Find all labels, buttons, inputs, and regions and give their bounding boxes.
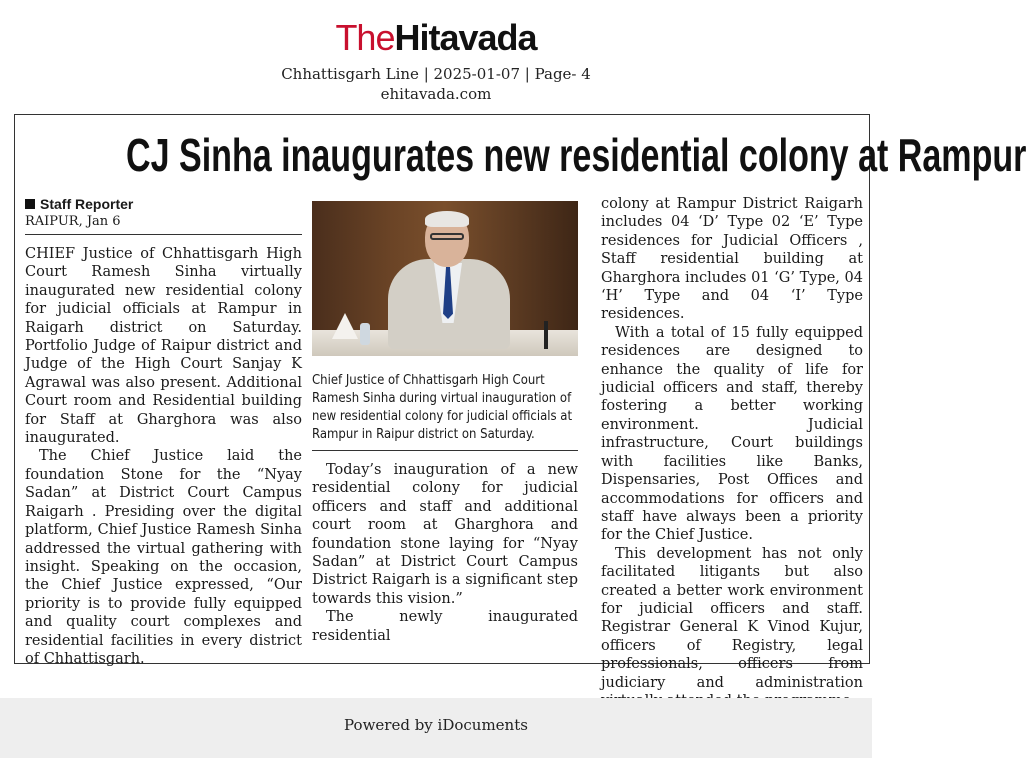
newspaper-logo[interactable] bbox=[0, 18, 872, 58]
paragraph: colony at Rampur District Raigarh includes 04 ‘D’ Type 02 ‘E’ Type residences for Judicial Officers , Staff residential building at Gharghora includes 01 ‘G’ Type, 04 ‘H’ Type and 04 ‘I’ Type residences. bbox=[601, 196, 863, 323]
paragraph: This development has not only facilitated litigants but also created a better work environment for judicial officers and staff. Registrar General K Vinod Kujur, officers of Registry, legal professionals, officers from judiciary and administration bbox=[601, 545, 863, 691]
article-column-3 bbox=[601, 195, 863, 710]
photo-napkin bbox=[332, 313, 358, 339]
photo-microphone bbox=[544, 321, 548, 349]
powered-by-link[interactable]: Powered by iDocuments bbox=[344, 716, 528, 734]
logo-the: The bbox=[335, 17, 395, 58]
logo-hitavada: Hitavada bbox=[394, 17, 537, 58]
byline-square-icon bbox=[25, 199, 35, 209]
edition-line: Chhattisgarh Line | 2025-01-07 | Page- 4 bbox=[281, 65, 591, 83]
article-frame bbox=[14, 114, 1026, 691]
paragraph: With a total of 15 fully equipped residences are designed to enhance the quality of life for judicial officers and staff, thereby fostering a better working environment. Judicial infrastructure, Court buildings with facilities like Banks, Dispensaries, Post Offices and accommodations for officers and staff have always been a priority for the Chief Justice. bbox=[601, 324, 863, 544]
paragraph: The newly inaugurated residential bbox=[312, 609, 578, 644]
paragraph: CHIEF Justice of Chhattisgarh High Court Ramesh Sinha virtually inaugurated new residential colony for judicial officials at Rampur in Raigarh district on Saturday. Portfolio Judge of Raipur district and Judge of the High Court Sanjay K Agrawal was also present. Additional Court room and Residential building for Staff at Gharghora was also inaugurated. bbox=[25, 246, 302, 447]
byline bbox=[25, 195, 302, 213]
article-column-1 bbox=[25, 195, 302, 668]
paragraph: Today’s inauguration of a new residential colony for judicial officers and staff and additional court room at Gharghora and foundation stone laying for “Nyay Sadan” at District Court Campus District Raigarh is a significant step towards this vision.” bbox=[312, 462, 578, 607]
byline-text: Staff Reporter bbox=[40, 196, 134, 212]
photo-glasses bbox=[430, 233, 464, 240]
article-column-2 bbox=[312, 201, 578, 645]
masthead bbox=[0, 18, 872, 104]
paragraph: The Chief Justice laid the foundation Stone for the “Nyay Sadan” at District Court Campus Raigarh . Presiding over the digital platform, Chief Justice Ramesh Sinha addressed the virtual gathering with insight. Speaking on the occasion, the Chief Justice expressed, “Our priority is to provide fully equipped and quality court complexes and residential facilities in every district of Chhattisgarh. bbox=[25, 448, 302, 667]
photo-hair bbox=[425, 211, 469, 227]
photo-bottle bbox=[360, 323, 370, 345]
footer-bar bbox=[0, 698, 872, 758]
article-photo bbox=[312, 201, 578, 356]
dateline: RAIPUR, Jan 6 bbox=[25, 213, 302, 235]
website-link[interactable]: ehitavada.com bbox=[380, 85, 492, 103]
photo-caption: Chief Justice of Chhattisgarh High Court Ramesh Sinha during virtual inauguration of new residential colony for judicial officials at Rampur in Raipur district on Saturday. bbox=[312, 356, 578, 451]
article-headline: CJ Sinha inaugurates new residential colony at Rampur bbox=[126, 129, 1026, 181]
